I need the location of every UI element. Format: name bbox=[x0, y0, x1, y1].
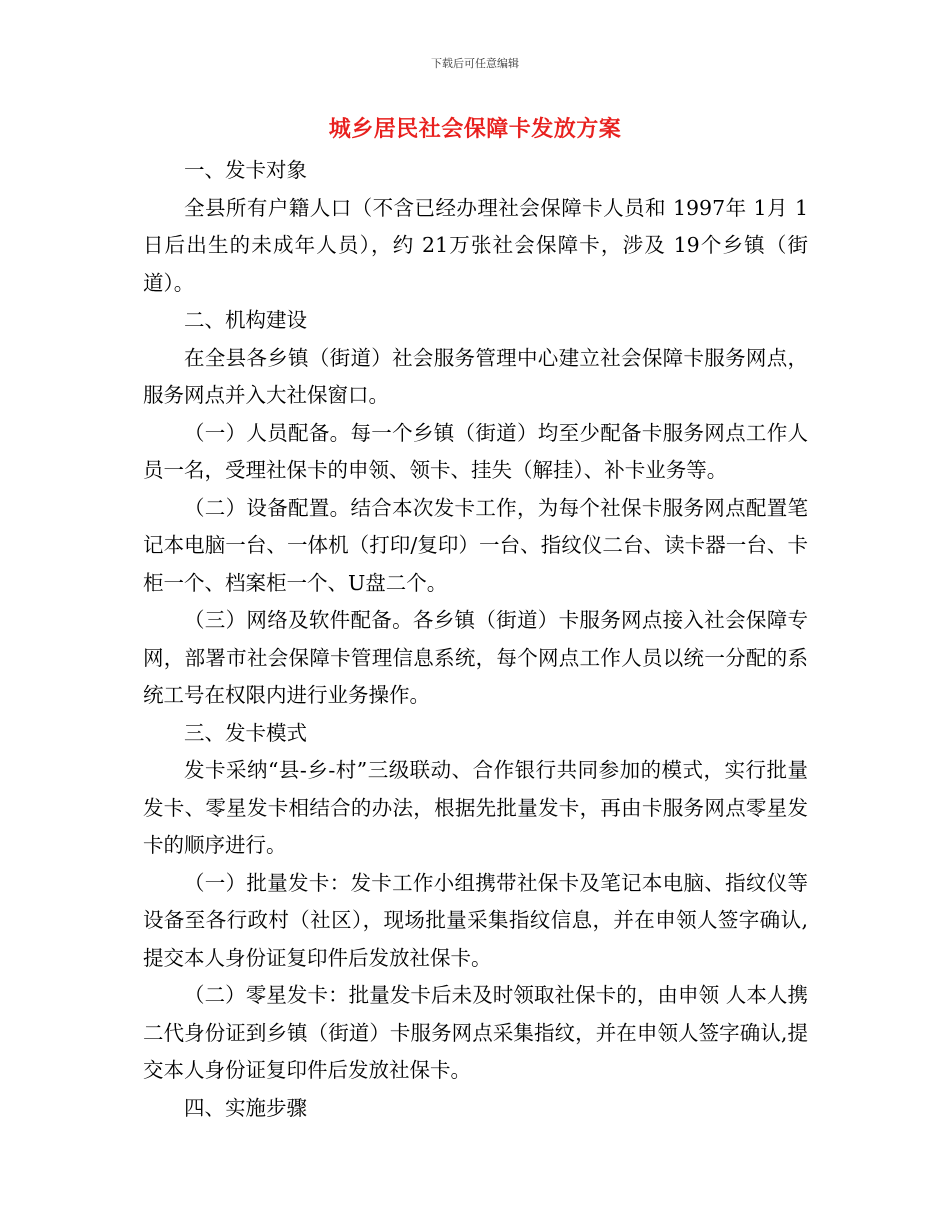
section-heading-1: 一、发卡对象 bbox=[184, 158, 307, 182]
document-body bbox=[143, 152, 808, 1127]
header-note: 下载后可任意编辑 bbox=[431, 57, 519, 70]
paragraph: 全县所有户籍人口（不含已经办理社会保障卡人员和 1997年 1月 1日后出生的未成年人员），约 21万张社会保障卡，涉及 19个乡镇（街道）。 bbox=[143, 195, 808, 295]
section-heading-4: 四、实施步骤 bbox=[184, 1095, 307, 1120]
paragraph: （一）人员配备。每一个乡镇（街道）均至少配备卡服务网点工作人员一名，受理社保卡的申领、领卡、挂失（解挂）、补卡业务等。 bbox=[143, 420, 808, 482]
paragraph: 在全县各乡镇（街道）社会服务管理中心建立社会保障卡服务网点，服务网点并入大社保窗口。 bbox=[143, 345, 808, 407]
paragraph: （二）设备配置。结合本次发卡工作，为每个社保卡服务网点配置笔记本电脑一台、一体机（打印/复印）一台、指纹仪二台、读卡器一台、卡柜一个、档案柜一个、U盘二个。 bbox=[143, 495, 808, 595]
section-heading-2: 二、机构建设 bbox=[184, 308, 307, 332]
paragraph: （一）批量发卡：发卡工作小组携带社保卡及笔记本电脑、指纹仪等设备至各行政村（社区），现场批量采集指纹信息，并在申领人签字确认,提交本人身份证复印件后发放社保卡。 bbox=[143, 870, 808, 970]
paragraph: （二）零星发卡：批量发卡后未及时领取社保卡的，由申领 人本人携二代身份证到乡镇（街道）卡服务网点采集指纹，并在申领人签字确认,提交本人身份证复印件后发放社保卡。 bbox=[143, 983, 808, 1082]
section-heading-3: 三、发卡模式 bbox=[184, 720, 307, 745]
document-title: 城乡居民社会保障卡发放方案 bbox=[328, 116, 622, 142]
paragraph: （三）网络及软件配备。各乡镇（街道）卡服务网点接入社会保障专网，部署市社会保障卡管理信息系统，每个网点工作人员以统一分配的系统工号在权限内进行业务操作。 bbox=[143, 608, 808, 707]
paragraph: 发卡采纳“县-乡-村”三级联动、合作银行共同参加的模式，实行批量发卡、零星发卡相结合的办法，根据先批量发卡，再由卡服务网点零星发卡的顺序进行。 bbox=[143, 758, 808, 857]
